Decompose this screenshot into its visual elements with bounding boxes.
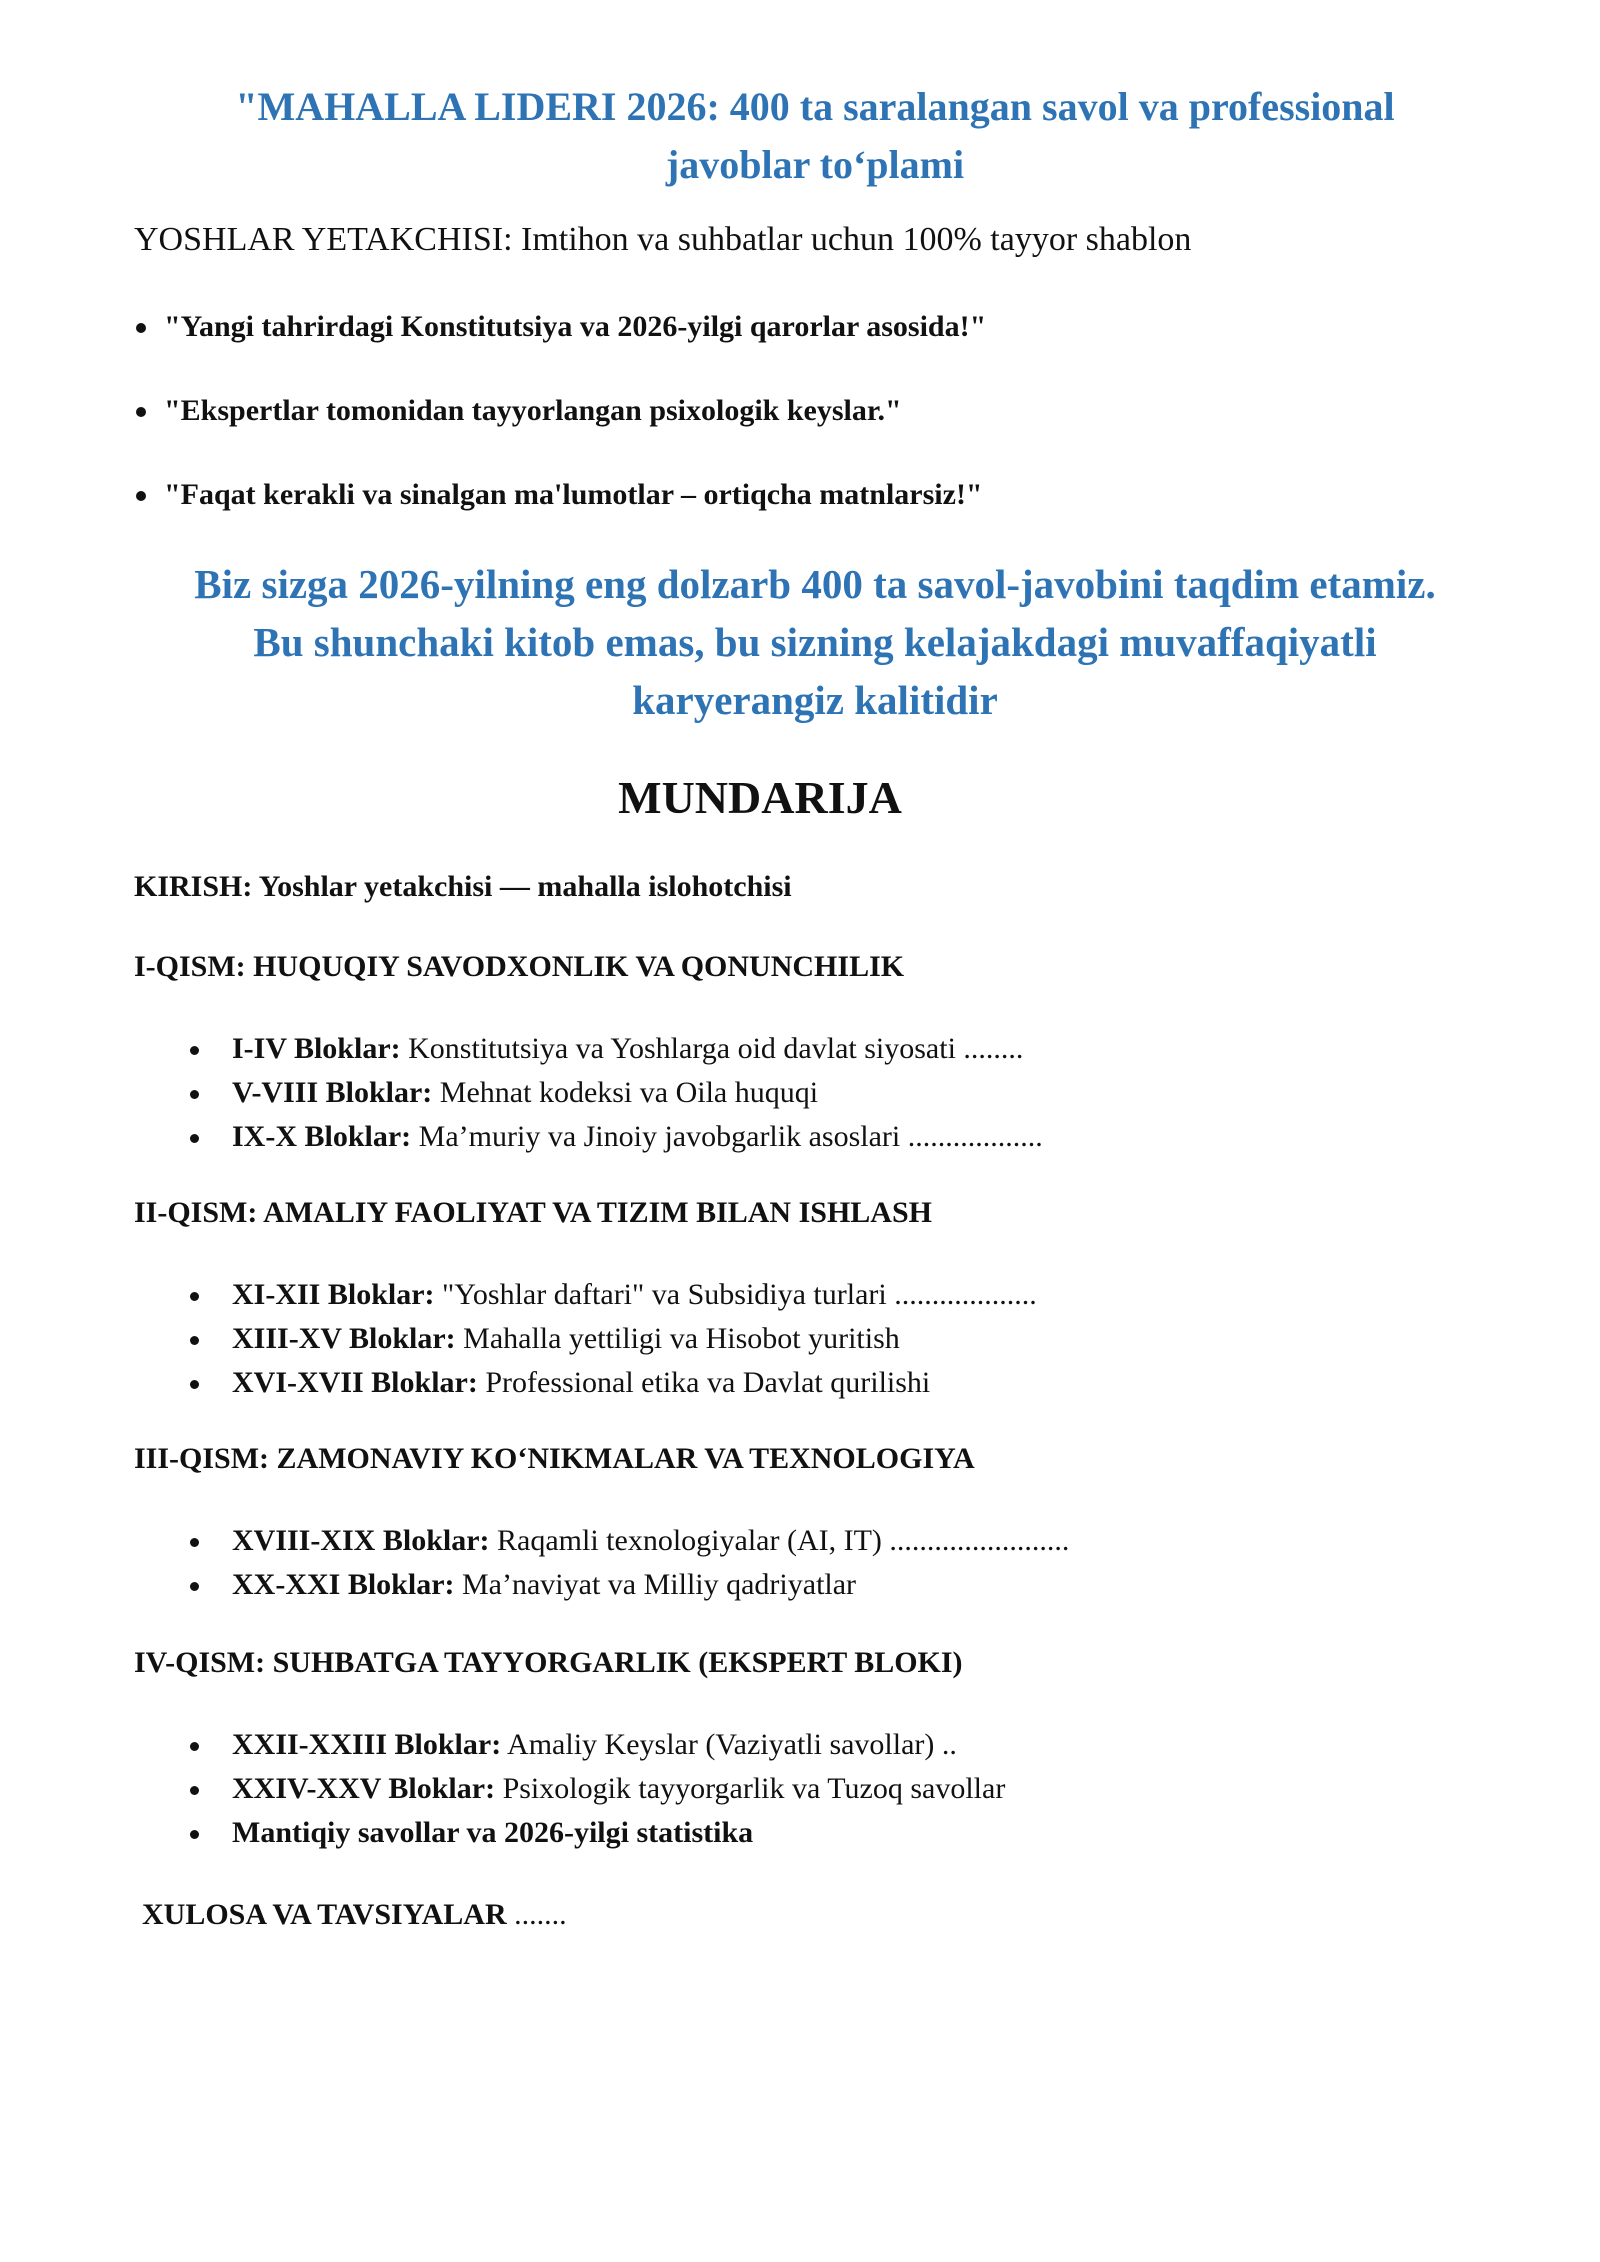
toc-item-label: XI-XII Bloklar: <box>232 1278 435 1311</box>
toc-item-label: XXII-XXIII Bloklar: <box>232 1728 502 1761</box>
toc-item-desc: Ma’muriy va Jinoiy javobgarlik asoslari .................. <box>411 1120 1043 1153</box>
toc-item <box>190 1072 1043 1116</box>
toc-item-desc: Amaliy Keyslar (Vaziyatli savollar) .. <box>501 1728 957 1761</box>
toc-item-desc: "Yoshlar daftari" va Subsidiya turlari ................... <box>434 1278 1037 1311</box>
toc-item-desc: Professional etika va Davlat qurilishi <box>477 1366 931 1399</box>
title-line-2: javoblar to‘plami <box>665 142 965 187</box>
toc-item-label: XVI-XVII Bloklar: <box>232 1366 478 1399</box>
toc-item-label: XVIII-XIX Bloklar: <box>232 1524 490 1557</box>
toc-item-label: V-VIII Bloklar: <box>232 1076 433 1109</box>
tagline-line-1: Biz sizga 2026-yilning eng dolzarb 400 ta savol-javobini taqdim etamiz. <box>194 561 1436 607</box>
tagline-line-2: Bu shunchaki kitob emas, bu sizning kelajakdagi muvaffaqiyatli <box>253 619 1377 665</box>
feature-bullet: "Yangi tahrirdagi Konstitutsiya va 2026-yilgi qarorlar asosida!" <box>134 302 986 386</box>
toc-item-desc: Psixologik tayyorgarlik va Tuzoq savollar <box>495 1772 1006 1805</box>
toc-item-desc: Konstitutsiya va Yoshlarga oid davlat siyosati ........ <box>400 1032 1024 1065</box>
toc-part-title: I-QISM: HUQUQIY SAVODXONLIK VA QONUNCHILIK <box>134 950 905 983</box>
toc-item-label: IX-X Bloklar: <box>232 1120 412 1153</box>
toc-item <box>190 1116 1043 1160</box>
toc-item-label: I-IV Bloklar: <box>232 1032 401 1065</box>
title-line-1: "MAHALLA LIDERI 2026: 400 ta saralangan savol va professional <box>235 84 1395 129</box>
toc-item-label: Mantiqiy savollar va 2026-yilgi statistika <box>232 1816 754 1849</box>
toc-item-desc: Ma’naviyat va Milliy qadriyatlar <box>454 1568 857 1601</box>
toc-conclusion-dots: ....... <box>506 1898 567 1931</box>
toc-item <box>190 1520 1069 1564</box>
toc-item <box>190 1564 1069 1608</box>
toc-item <box>190 1768 1005 1812</box>
toc-item-desc: Mahalla yettiligi va Hisobot yuritish <box>455 1322 900 1355</box>
tagline <box>130 555 1500 729</box>
toc-heading: MUNDARIJA <box>618 772 902 823</box>
feature-bullet: "Ekspertlar tomonidan tayyorlangan psixologik keyslar." <box>134 386 986 470</box>
toc-part-list <box>190 1520 1069 1608</box>
toc-part-title: III-QISM: ZAMONAVIY KO‘NIKMALAR VA TEXNOLOGIYA <box>134 1442 975 1475</box>
toc-item-desc: Mehnat kodeksi va Oila huquqi <box>432 1076 819 1109</box>
toc-item-label: XX-XXI Bloklar: <box>232 1568 455 1601</box>
toc-part-list <box>190 1274 1037 1406</box>
toc-item <box>190 1318 1037 1362</box>
feature-bullet: "Faqat kerakli va sinalgan ma'lumotlar – ortiqcha matnlarsiz!" <box>134 470 986 554</box>
toc-item-label: XIII-XV Bloklar: <box>232 1322 456 1355</box>
toc-item-desc: Raqamli texnologiyalar (AI, IT) ........................ <box>489 1524 1070 1557</box>
tagline-line-3: karyerangiz kalitidir <box>632 677 998 723</box>
toc-part-list <box>190 1028 1043 1160</box>
toc-item <box>190 1724 1005 1768</box>
toc-conclusion <box>142 1894 567 1936</box>
subtitle: YOSHLAR YETAKCHISI: Imtihon va suhbatlar uchun 100% tayyor shablon <box>134 221 1192 258</box>
document-title <box>150 78 1480 194</box>
toc-intro: KIRISH: Yoshlar yetakchisi — mahalla islohotchisi <box>134 870 792 903</box>
toc-conclusion-label: XULOSA VA TAVSIYALAR <box>142 1898 507 1931</box>
toc-item <box>190 1362 1037 1406</box>
toc-part-title: II-QISM: AMALIY FAOLIYAT VA TIZIM BILAN ISHLASH <box>134 1196 932 1229</box>
toc-part-title: IV-QISM: SUHBATGA TAYYORGARLIK (EKSPERT BLOKI) <box>134 1646 963 1679</box>
toc-item-label: XXIV-XXV Bloklar: <box>232 1772 496 1805</box>
toc-item <box>190 1274 1037 1318</box>
toc-part-list <box>190 1724 1005 1856</box>
toc-item <box>190 1028 1043 1072</box>
toc-item <box>190 1812 1005 1856</box>
feature-bullets <box>134 302 986 554</box>
